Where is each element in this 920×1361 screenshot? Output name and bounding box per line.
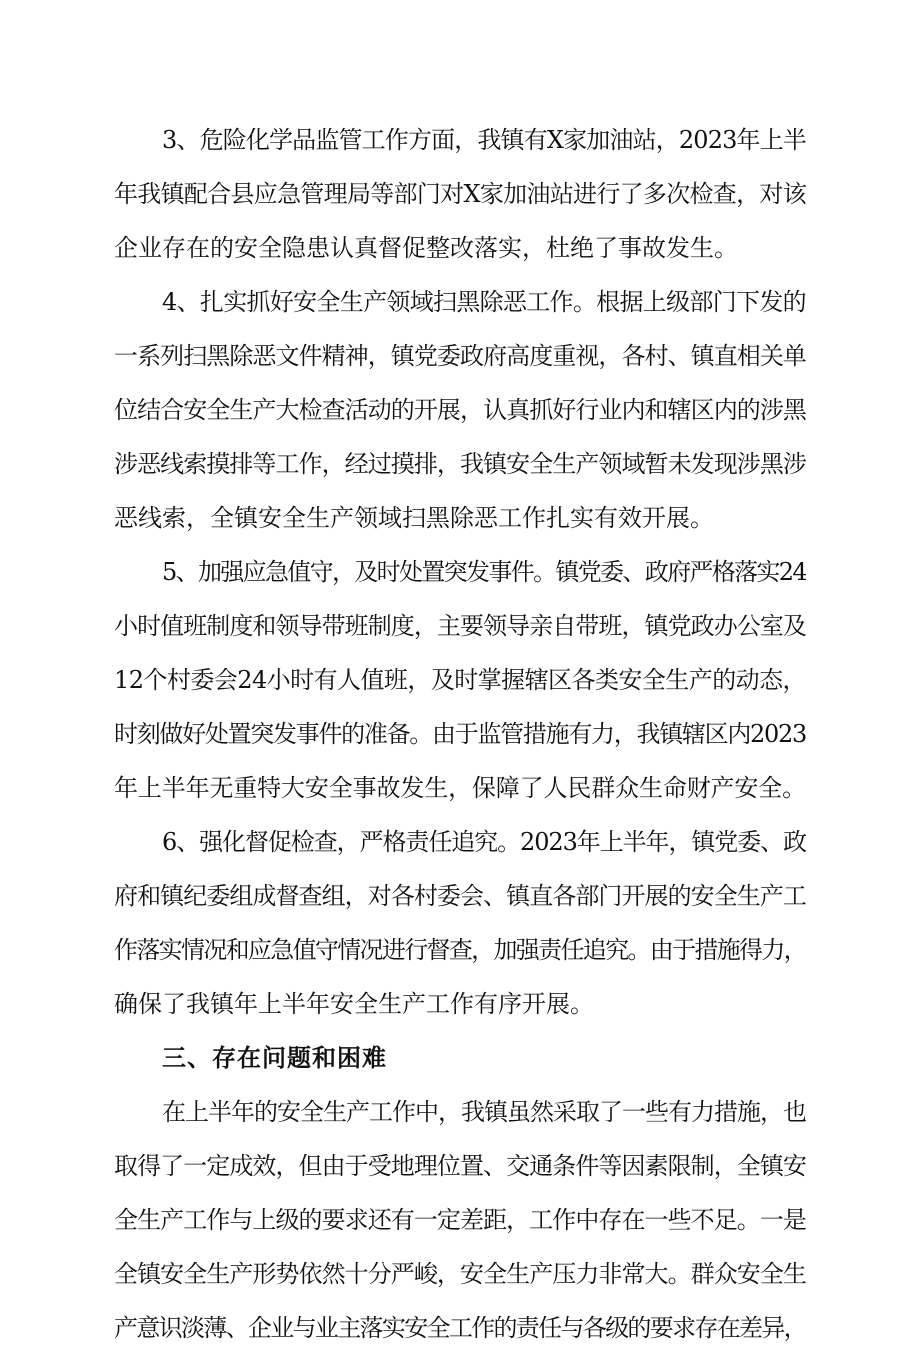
text-line: 恶线索，全镇安全生产领域扫黑除恶工作扎实有效开展。 xyxy=(114,504,714,532)
text-line: 4、扎实抓好安全生产领域扫黑除恶工作。根据上级部门下发的 xyxy=(162,288,806,316)
text-line: 作落实情况和应急值守情况进行督查，加强责任追究。由于措施得力， xyxy=(114,936,806,964)
document-body xyxy=(114,119,806,1361)
text-line: 位结合安全生产大检查活动的开展，认真抓好行业内和辖区内的涉黑 xyxy=(114,396,806,424)
text-line: 年我镇配合县应急管理局等部门对X家加油站进行了多次检查，对该 xyxy=(114,180,806,208)
text-line: 企业存在的安全隐患认真督促整改落实，杜绝了事故发生。 xyxy=(114,234,738,262)
text-line: 5、加强应急值守，及时处置突发事件。镇党委、政府严格落实24 xyxy=(162,558,806,586)
text-line: 府和镇纪委组成督查组，对各村委会、镇直各部门开展的安全生产工 xyxy=(114,882,806,910)
text-line: 产意识淡薄、企业与业主落实安全工作的责任与各级的要求存在差异， xyxy=(114,1314,806,1342)
text-line: 全生产工作与上级的要求还有一定差距，工作中存在一些不足。一是 xyxy=(114,1206,806,1234)
text-line: 年上半年无重特大安全事故发生，保障了人民群众生命财产安全。 xyxy=(114,774,806,802)
text-line: 全镇安全生产形势依然十分严峻，安全生产压力非常大。群众安全生 xyxy=(114,1260,806,1288)
text-line: 取得了一定成效，但由于受地理位置、交通条件等因素限制，全镇安 xyxy=(114,1152,806,1180)
text-line: 6、强化督促检查，严格责任追究。2023年上半年，镇党委、政 xyxy=(162,828,806,856)
text-line: 一系列扫黑除恶文件精神，镇党委政府高度重视，各村、镇直相关单 xyxy=(114,342,806,370)
text-line: 在上半年的安全生产工作中，我镇虽然采取了一些有力措施，也 xyxy=(162,1098,806,1126)
text-line: 时刻做好处置突发事件的准备。由于监管措施有力，我镇辖区内2023 xyxy=(114,720,806,748)
text-line: 小时值班制度和领导带班制度，主要领导亲自带班，镇党政办公室及 xyxy=(114,612,806,640)
text-line: 3、危险化学品监管工作方面，我镇有X家加油站，2023年上半 xyxy=(162,126,806,154)
text-line: 12个村委会24小时有人值班，及时掌握辖区各类安全生产的动态， xyxy=(114,666,806,694)
section-heading: 三、存在问题和困难 xyxy=(162,1044,387,1072)
text-line: 确保了我镇年上半年安全生产工作有序开展。 xyxy=(114,990,594,1018)
text-line: 涉恶线索摸排等工作，经过摸排，我镇安全生产领域暂未发现涉黑涉 xyxy=(114,450,806,478)
